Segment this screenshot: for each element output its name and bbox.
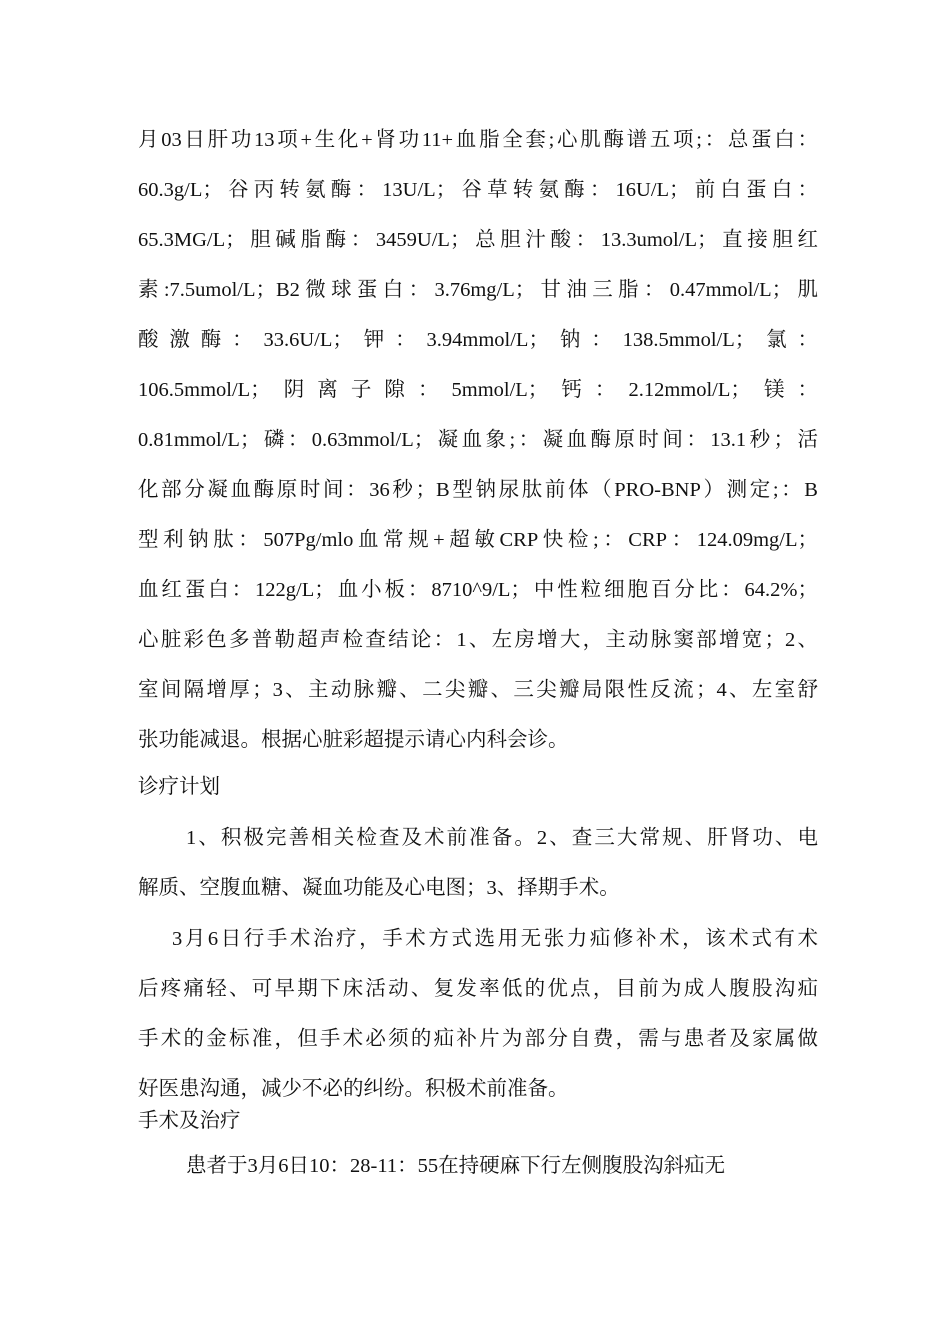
lab-results-line-11: 心脏彩色多普勒超声检查结论：1、左房增大，主动脉窦部增宽；2、 [138, 629, 818, 651]
lab-results-line-13: 张功能减退。根据心脏彩超提示请心内科会诊。 [138, 729, 569, 751]
lab-results-line-2: 60.3g/L；谷丙转氨酶：13U/L；谷草转氨酶：16U/L；前白蛋白： [138, 179, 818, 201]
lab-results-line-9: 型利钠肽：507Pg/mlo血常规+超敏CRP快检;：CRP：124.09mg/L； [138, 529, 818, 551]
section-heading-surgery-and-treatment: 手术及治疗 [138, 1110, 241, 1132]
lab-results-line-12: 室间隔增厚；3、主动脉瓣、二尖瓣、三尖瓣局限性反流；4、左室舒 [138, 679, 818, 701]
lab-results-line-6: 106.5mmol/L；阴离子隙：5mmol/L；钙：2.12mmol/L；镁： [138, 379, 818, 401]
treatment-plan-line-2: 解质、空腹血糖、凝血功能及心电图；3、择期手术。 [138, 877, 620, 899]
surgery-plan-line-1: 3月6日行手术治疗，手术方式选用无张力疝修补术，该术式有术 [172, 928, 818, 950]
lab-results-line-8: 化部分凝血酶原时间：36秒；B型钠尿肽前体（PRO-BNP）测定;：B [138, 479, 818, 501]
surgery-plan-line-3: 手术的金标准，但手术必须的疝补片为部分自费，需与患者及家属做 [138, 1028, 818, 1050]
surgery-plan-line-4: 好医患沟通，减少不必的纠纷。积极术前准备。 [138, 1078, 569, 1100]
section-heading-treatment-plan: 诊疗计划 [138, 776, 220, 798]
surgery-plan-line-2: 后疼痛轻、可早期下床活动、复发率低的优点，目前为成人腹股沟疝 [138, 978, 818, 1000]
treatment-plan-line-1: 1、积极完善相关检查及术前准备。2、查三大常规、肝肾功、电 [186, 827, 818, 849]
lab-results-line-3: 65.3MG/L；胆碱脂酶：3459U/L；总胆汁酸：13.3umol/L；直接胆红 [138, 229, 818, 251]
lab-results-line-1: 月03日肝功13项+生化+肾功11+血脂全套;心肌酶谱五项;：总蛋白： [138, 129, 818, 151]
lab-results-line-10: 血红蛋白：122g/L；血小板：8710^9/L；中性粒细胞百分比：64.2%； [138, 579, 818, 601]
surgery-record-line-1: 患者于3月6日10：28-11：55在持硬麻下行左侧腹股沟斜疝无 [186, 1155, 726, 1177]
lab-results-line-4: 素:7.5umol/L；B2微球蛋白：3.76mg/L；甘油三脂：0.47mmol/L；肌 [138, 279, 818, 301]
lab-results-line-7: 0.81mmol/L；磷：0.63mmol/L；凝血象;：凝血酶原时间：13.1秒；活 [138, 429, 818, 451]
lab-results-line-5: 酸激酶：33.6U/L；钾：3.94mmol/L；钠：138.5mmol/L；氯： [138, 329, 818, 351]
